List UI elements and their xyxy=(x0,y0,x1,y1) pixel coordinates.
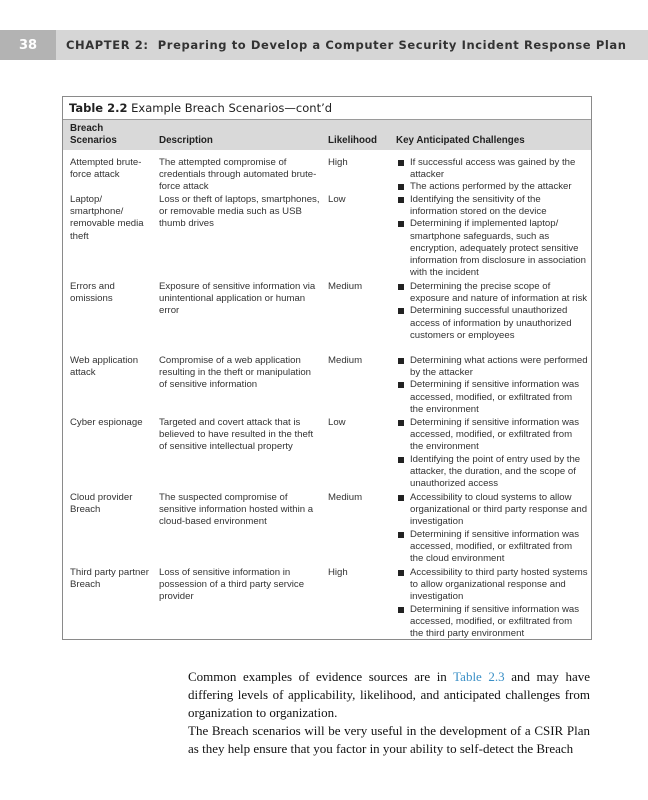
challenge-text: Determining successful unauthorized access of information by unauthorized customers or employees xyxy=(410,305,572,341)
challenges-cell xyxy=(396,417,588,490)
table-row xyxy=(63,567,591,642)
challenge-text: Determining the precise scope of exposure and nature of information at risk xyxy=(410,281,588,305)
likelihood-cell: Low xyxy=(328,194,346,205)
table-title: Example Breach Scenarios—cont’d xyxy=(131,101,333,115)
scenario-cell: Third party partner Breach xyxy=(70,567,149,591)
challenge-text: Identifying the sensitivity of the information stored on the device xyxy=(410,194,547,218)
paragraph-text: Common examples of evidence sources are in xyxy=(188,669,454,684)
challenge-text: Determining if sensitive information was accessed, modified, or exfiltrated from the environment xyxy=(410,379,580,415)
table-row xyxy=(63,492,591,567)
challenge-text: Determining if sensitive information was accessed, modified, or exfiltrated from the environment xyxy=(410,417,580,453)
challenge-item xyxy=(396,355,588,379)
bullet-square-icon xyxy=(398,358,404,364)
likelihood-cell: High xyxy=(328,157,348,168)
challenge-item xyxy=(396,529,588,566)
column-header-likelihood: Likelihood xyxy=(328,135,377,146)
challenges-cell xyxy=(396,355,588,416)
bullet-square-icon xyxy=(398,570,404,576)
challenge-item xyxy=(396,604,588,641)
challenges-cell xyxy=(396,157,588,194)
description-cell: Loss or theft of laptops, smartphones, or removable media such as USB thumb drives xyxy=(159,194,320,230)
scenario-cell: Web application attack xyxy=(70,355,139,379)
challenge-text: Accessibility to cloud systems to allow organizational or third party response and investigation xyxy=(410,492,588,528)
bullet-square-icon xyxy=(398,382,404,388)
table-reference-link[interactable]: Table 2.3 xyxy=(453,669,505,684)
challenges-cell xyxy=(396,281,588,342)
challenge-text: The actions performed by the attacker xyxy=(410,181,572,193)
challenge-text: Determining if sensitive information was accessed, modified, or exfiltrated from the third party environment xyxy=(410,603,580,640)
bullet-square-icon xyxy=(398,284,404,290)
bullet-square-icon xyxy=(398,184,404,190)
table-row xyxy=(63,355,591,417)
challenge-text: If successful access was gained by the attacker xyxy=(410,157,576,181)
likelihood-cell: Medium xyxy=(328,355,363,366)
description-cell: The attempted compromise of credentials through automated brute-force attack xyxy=(159,157,317,193)
chapter-heading xyxy=(66,38,627,52)
column-header-scenario: Breach Scenarios xyxy=(70,123,117,146)
table-row xyxy=(63,157,591,194)
description-cell: The suspected compromise of sensitive information hosted within a cloud-based environment xyxy=(159,492,314,528)
chapter-label: CHAPTER 2: xyxy=(66,38,149,52)
challenge-text: Accessibility to third party hosted systems to allow organizational response and investigation xyxy=(410,567,588,603)
description-cell: Targeted and covert attack that is believed to have resulted in the theft of sensitive intellectual property xyxy=(159,417,314,453)
scenario-cell: Attempted brute-force attack xyxy=(70,157,142,181)
challenge-text: Determining what actions were performed by the attacker xyxy=(410,355,588,379)
table-label: Table 2.2 xyxy=(69,101,128,115)
challenges-cell xyxy=(396,492,588,565)
bullet-square-icon xyxy=(398,160,404,166)
body-paragraph-2: The Breach scenarios will be very useful in the development of a CSIR Plan as they help ensure that you factor in your ability to self-detect the Breach xyxy=(188,723,590,756)
scenario-cell: Cyber espionage xyxy=(70,417,143,428)
table-header-row xyxy=(63,119,591,150)
description-cell: Compromise of a web application resulting in the theft or manipulation of sensitive information xyxy=(159,355,311,391)
description-cell: Exposure of sensitive information via unintentional application or human error xyxy=(159,281,316,317)
likelihood-cell: High xyxy=(328,567,348,578)
description-cell: Loss of sensitive information in possession of a third party service provider xyxy=(159,567,305,603)
challenges-cell xyxy=(396,194,588,279)
bullet-square-icon xyxy=(398,221,404,227)
likelihood-cell: Low xyxy=(328,417,346,428)
paragraph-text: and may have differing levels of applicability, likelihood, and anticipated challenges from organization to organization. xyxy=(188,669,590,720)
bullet-square-icon xyxy=(398,197,404,203)
bullet-square-icon xyxy=(398,308,404,314)
challenges-cell xyxy=(396,567,588,640)
column-header-description: Description xyxy=(159,135,213,146)
page-number: 38 xyxy=(0,30,56,60)
scenario-cell: Cloud provider Breach xyxy=(70,492,133,516)
bullet-square-icon xyxy=(398,495,404,501)
likelihood-cell: Medium xyxy=(328,492,363,503)
challenge-item xyxy=(396,454,588,491)
breach-scenarios-table xyxy=(62,96,592,640)
bullet-square-icon xyxy=(398,607,404,613)
challenge-text: Determining if implemented laptop/ smartphone safeguards, such as encryption, adequately protect sensitive information from disclosure in association with the incident xyxy=(410,218,586,279)
challenge-item xyxy=(396,157,588,181)
challenge-item xyxy=(396,379,588,416)
challenge-item xyxy=(396,492,588,529)
table-row xyxy=(63,281,591,355)
challenge-item xyxy=(396,181,588,193)
challenge-item xyxy=(396,281,588,305)
challenge-text: Determining if sensitive information was accessed, modified, or exfiltrated from the cloud environment xyxy=(410,528,580,565)
challenge-item xyxy=(396,194,588,218)
column-header-challenges: Key Anticipated Challenges xyxy=(396,135,525,146)
challenge-item xyxy=(396,567,588,604)
chapter-title: Preparing to Develop a Computer Security Incident Response Plan xyxy=(157,38,627,52)
table-caption xyxy=(63,97,591,119)
likelihood-cell: Medium xyxy=(328,281,363,292)
running-header xyxy=(0,30,648,60)
table-row xyxy=(63,417,591,492)
scenario-cell: Errors and omissions xyxy=(70,281,115,305)
bullet-square-icon xyxy=(398,420,404,426)
bullet-square-icon xyxy=(398,457,404,463)
bullet-square-icon xyxy=(398,532,404,538)
challenge-item xyxy=(396,218,588,279)
challenge-item xyxy=(396,417,588,454)
challenge-item xyxy=(396,305,588,342)
scenario-cell: Laptop/ smartphone/ removable media theft xyxy=(70,194,144,242)
body-paragraph-1 xyxy=(188,668,590,722)
table-body xyxy=(63,157,591,642)
challenge-text: Identifying the point of entry used by the attacker, the duration, and the scope of unauthorized access xyxy=(410,453,581,490)
table-row xyxy=(63,194,591,281)
